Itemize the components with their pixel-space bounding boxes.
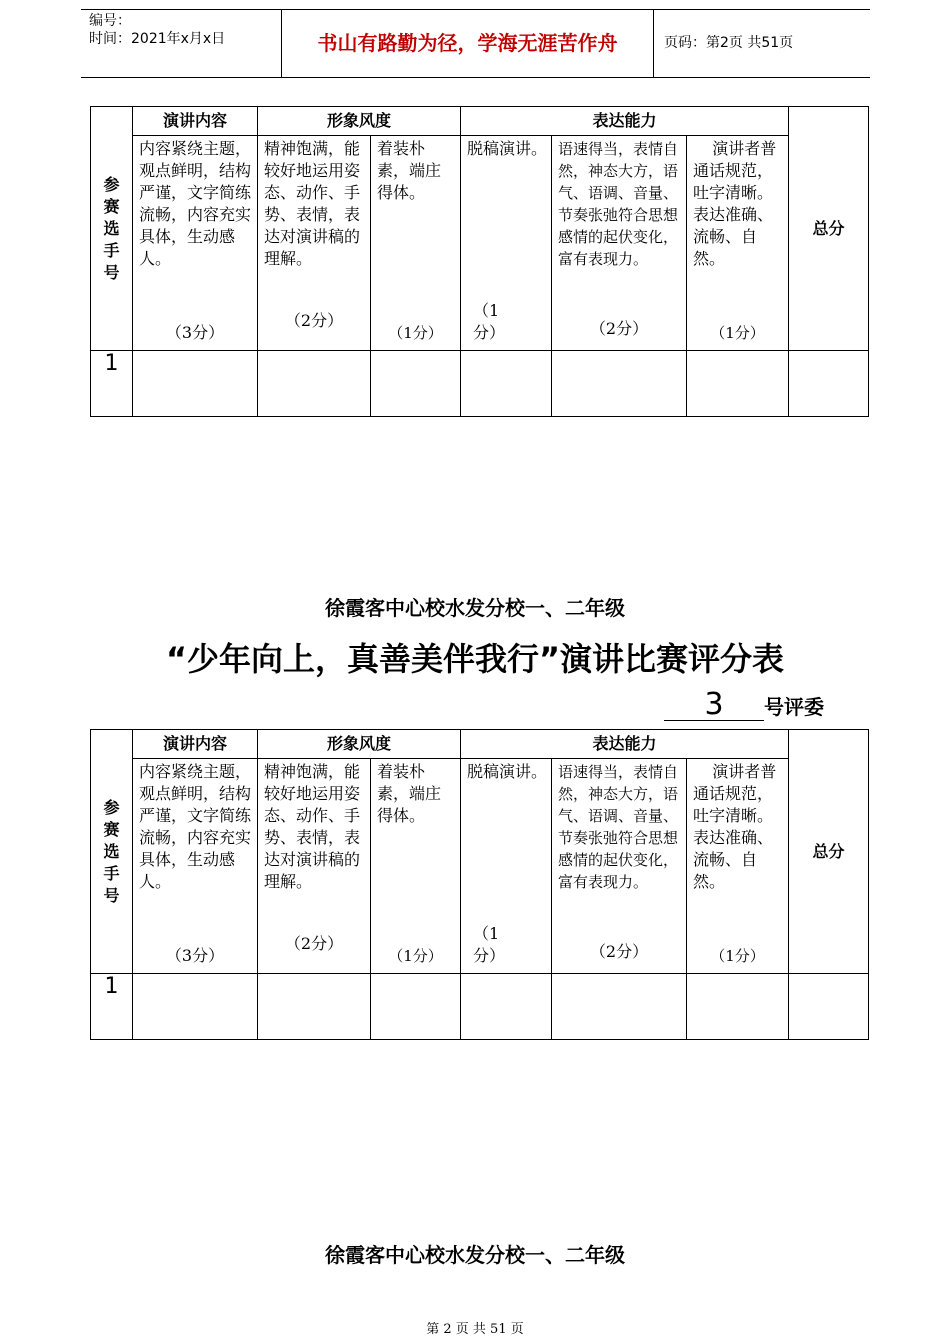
header-page-label: 页码：第2页 共51页 <box>664 35 794 51</box>
judge-line <box>664 687 824 722</box>
group-image-header: 形象风度 <box>258 730 461 759</box>
score-table-2 <box>90 729 869 1040</box>
school-name: 徐霞客中心校水发分校一、二年级 <box>325 596 625 620</box>
judge-suffix: 号评委 <box>764 695 824 719</box>
group-expression-header: 表达能力 <box>461 730 789 759</box>
school-name-next: 徐霞客中心校水发分校一、二年级 <box>325 1243 625 1267</box>
criterion-no-script: 脱稿演讲。 （1 分） <box>461 759 552 974</box>
criterion-mandarin: 演讲者普通话规范，吐字清晰。表达准确、流畅、自然。 （1分） <box>687 759 789 974</box>
score-cell[interactable] <box>258 351 371 417</box>
table-row <box>91 974 869 1040</box>
group-content-header: 演讲内容 <box>133 107 258 136</box>
contestant-number-header: 参 赛 选 手 号 <box>91 107 133 351</box>
total-score-header: 总分 <box>789 107 869 351</box>
criterion-dress: 着装朴素，端庄得体。 （1分） <box>371 759 461 974</box>
score-cell[interactable] <box>371 974 461 1040</box>
score-cell[interactable] <box>133 351 258 417</box>
page-footer: 第 2 页 共 51 页 <box>426 1322 524 1337</box>
criterion-content: 内容紧绕主题，观点鲜明，结构严谨，文字简练流畅，内容充实具体，生动感人。 （3分） <box>133 136 258 351</box>
score-cell[interactable] <box>258 974 371 1040</box>
criterion-delivery: 语速得当，表情自然，神态大方，语气、语调、音量、节奏张弛符合思想感情的起伏变化，富有表现力。 （2分） <box>552 759 687 974</box>
group-content-header: 演讲内容 <box>133 730 258 759</box>
table-row <box>91 351 869 417</box>
contestant-number: 1 <box>91 351 133 417</box>
group-expression-header: 表达能力 <box>461 107 789 136</box>
header-meta <box>81 10 281 77</box>
criterion-dress: 着装朴素，端庄得体。 （1分） <box>371 136 461 351</box>
score-cell[interactable] <box>371 351 461 417</box>
serial-label: 编号： <box>89 13 131 29</box>
score-cell[interactable] <box>133 974 258 1040</box>
total-score-header: 总分 <box>789 730 869 974</box>
page-header <box>81 9 870 78</box>
contestant-number-header: 参 赛 选 手 号 <box>91 730 133 974</box>
criterion-delivery: 语速得当，表情自然，神态大方，语气、语调、音量、节奏张弛符合思想感情的起伏变化，富有表现力。 （2分） <box>552 136 687 351</box>
score-cell[interactable] <box>461 351 552 417</box>
criterion-mandarin: 演讲者普通话规范，吐字清晰。表达准确、流畅、自然。 （1分） <box>687 136 789 351</box>
criterion-no-script: 脱稿演讲。 （1 分） <box>461 136 552 351</box>
page-title: “少年向上，真善美伴我行”演讲比赛评分表 <box>165 640 785 678</box>
total-score-cell[interactable] <box>789 351 869 417</box>
criterion-demeanor: 精神饱满，能较好地运用姿态、动作、手势、表情，表达对演讲稿的理解。 （2分） <box>258 136 371 351</box>
total-score-cell[interactable] <box>789 974 869 1040</box>
score-cell[interactable] <box>552 974 687 1040</box>
group-image-header: 形象风度 <box>258 107 461 136</box>
score-table-1 <box>90 106 869 417</box>
criterion-content: 内容紧绕主题，观点鲜明，结构严谨，文字简练流畅，内容充实具体，生动感人。 （3分） <box>133 759 258 974</box>
header-motto: 书山有路勤为径，学海无涯苦作舟 <box>281 10 654 77</box>
judge-number: 3 <box>664 690 764 721</box>
contestant-number: 1 <box>91 974 133 1040</box>
score-cell[interactable] <box>687 974 789 1040</box>
score-cell[interactable] <box>552 351 687 417</box>
time-label: 时间：2021年x月x日 <box>89 31 226 47</box>
score-cell[interactable] <box>461 974 552 1040</box>
score-cell[interactable] <box>687 351 789 417</box>
criterion-demeanor: 精神饱满，能较好地运用姿态、动作、手势、表情，表达对演讲稿的理解。 （2分） <box>258 759 371 974</box>
